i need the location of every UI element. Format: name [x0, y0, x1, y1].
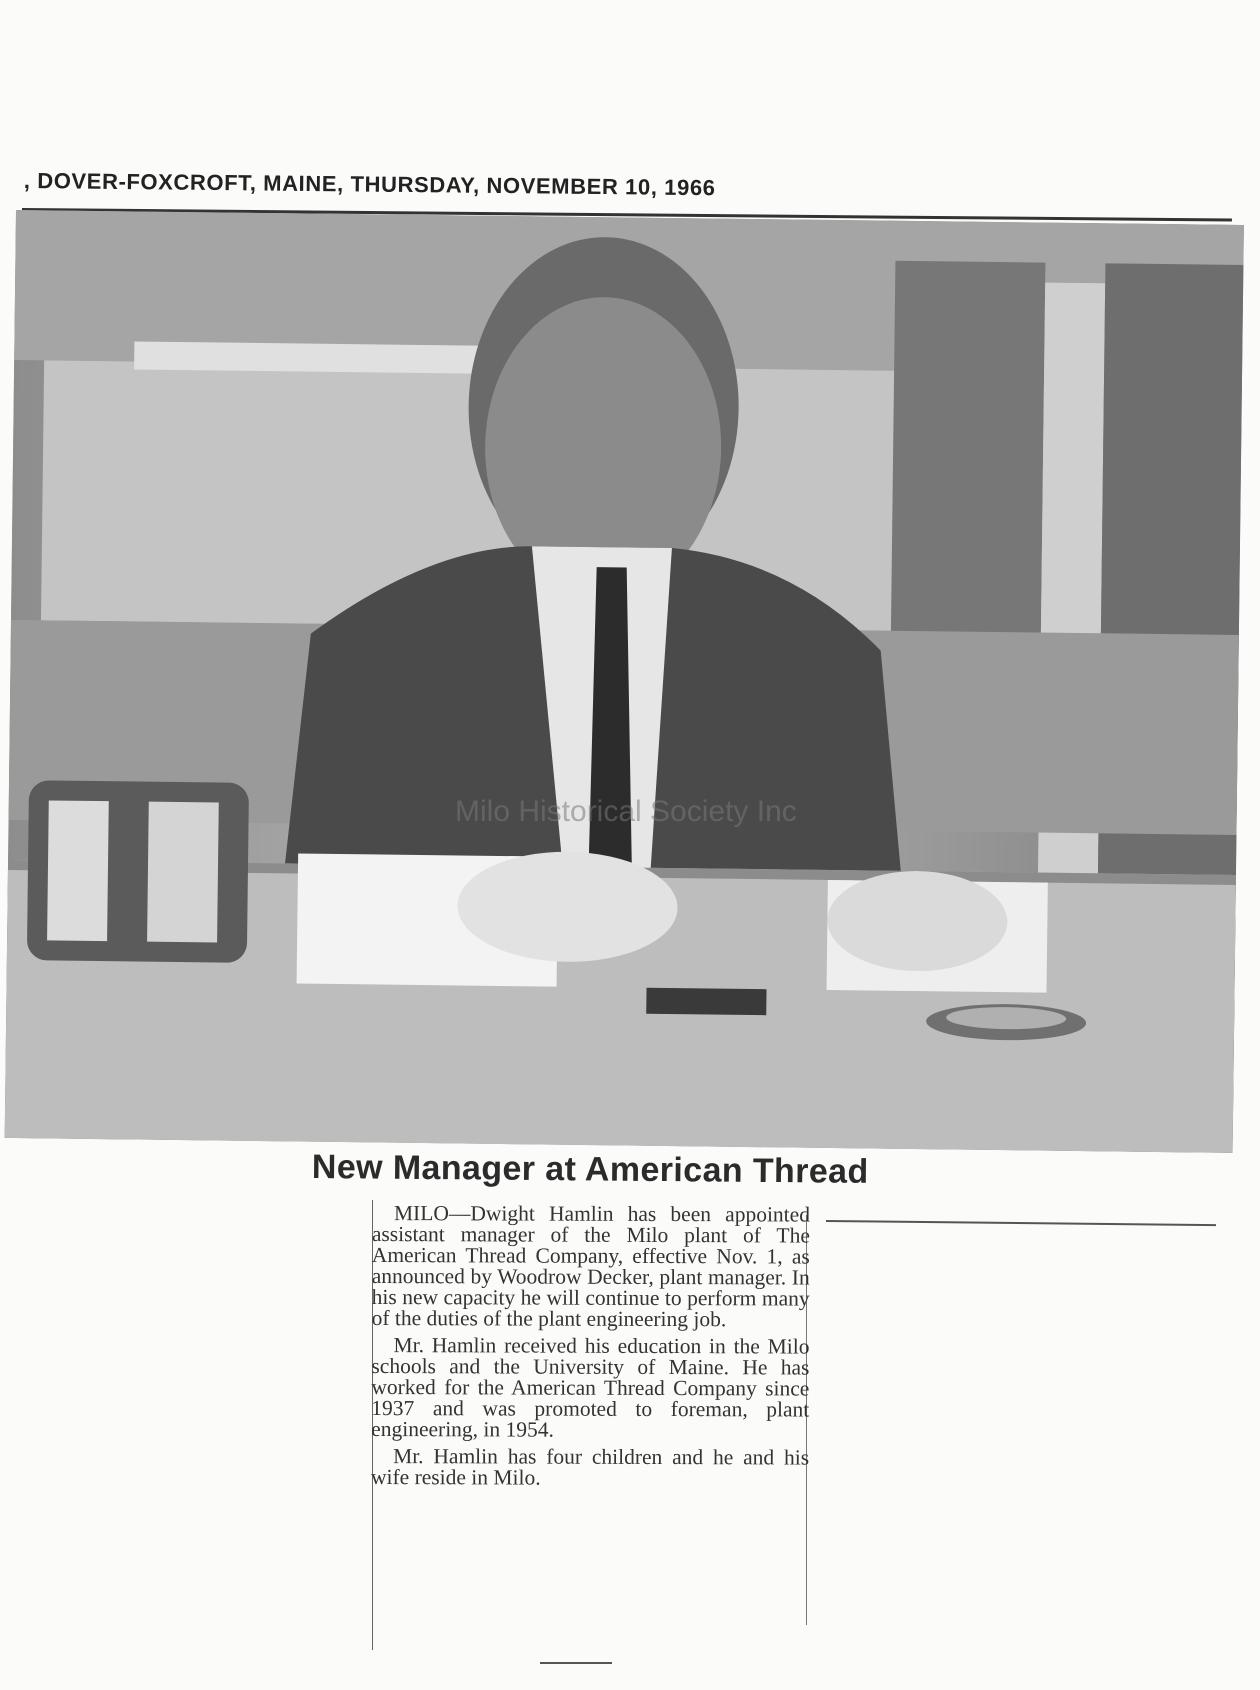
article-paragraph: Mr. Hamlin received his education in the Milo schools and the University of Maine. He has worked for the American Thread Company since 1937 and was promoted to foreman, plant engineering, in 1954.: [371, 1333, 810, 1442]
photo-illustration: [5, 210, 1244, 1153]
dateline: , DOVER-FOXCROFT, MAINE, THURSDAY, NOVEMBER 10, 1966: [23, 168, 716, 201]
article-body: [371, 1203, 810, 1496]
watermark: Milo Historical Society Inc: [455, 795, 797, 828]
side-rule: [826, 1220, 1216, 1226]
article-paragraph: Mr. Hamlin has four children and he and his wife reside in Milo.: [371, 1444, 810, 1490]
article-paragraph: MILO—Dwight Hamlin has been appointed assistant manager of the Milo plant of The American Thread Company, effective Nov. 1, as announced by Woodrow Decker, plant manager. In his new capacity he will continue to perform many of the duties of the plant engineering job.: [371, 1201, 811, 1332]
man-at-desk-photo: [5, 210, 1244, 1153]
headline: New Manager at American Thread: [311, 1148, 869, 1191]
article-end-rule: [540, 1662, 612, 1664]
